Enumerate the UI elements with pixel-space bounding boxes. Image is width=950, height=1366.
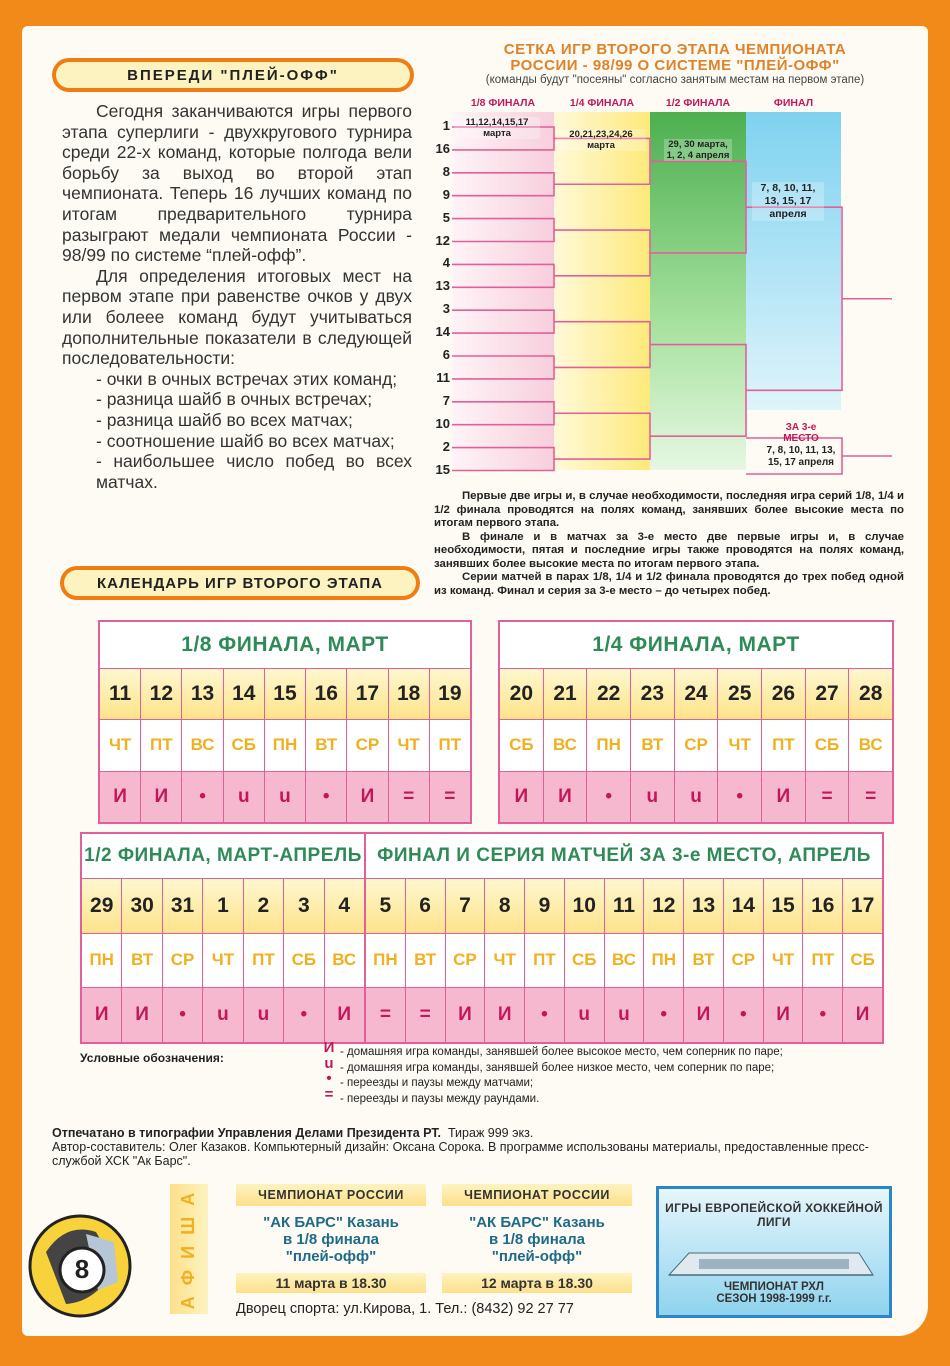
bracket-r16-pair: [452, 264, 554, 287]
calendar-weekday: ЧТ: [763, 933, 803, 988]
calendar-symbol: u: [564, 987, 604, 1042]
calendar-symbol: И: [121, 987, 161, 1042]
calendar-symbol: u: [604, 987, 644, 1042]
calendar-day: 24: [674, 668, 718, 719]
calendar-weekday: ПТ: [524, 933, 564, 988]
promo-line: ЧЕМПИОНАТ РХЛ: [723, 1281, 825, 1293]
criteria-item: - очки в очных встречах этих команд;: [96, 368, 398, 389]
seed-number: 6: [442, 347, 450, 362]
bracket-qf-pair: [554, 413, 650, 459]
dates-r16: 11,12,14,15,17 марта: [454, 117, 540, 139]
legend-symbols: [322, 1040, 336, 1102]
calendar-day: 6: [405, 878, 445, 933]
credit-print-run: Тираж 999 экз.: [447, 1126, 534, 1140]
seed-number: 13: [435, 278, 450, 294]
section-header-text: ВПЕРЕДИ "ПЛЕЙ-ОФФ": [56, 62, 410, 88]
calendar-symbol: •: [802, 987, 842, 1042]
calendar-row: [366, 878, 882, 933]
criteria-item: - разница шайб в очных встречах;: [96, 389, 373, 410]
calendar-day: 5: [366, 878, 405, 933]
calendar-day: 4: [324, 878, 364, 933]
calendar-weekday: ПТ: [140, 719, 181, 770]
calendar-day: 17: [346, 668, 387, 719]
calendar-weekday: СБ: [223, 719, 264, 770]
calendar-row: [500, 719, 892, 770]
bracket-r16-pair: [452, 219, 554, 242]
calendar-weekday: ПТ: [761, 719, 805, 770]
afisha-line: в 1/8 финала: [488, 1231, 586, 1248]
promo-line: СЕЗОН 1998-1999 г.г.: [716, 1293, 832, 1305]
calendar-day: 10: [564, 878, 604, 933]
calendar-weekday: ЧТ: [484, 933, 524, 988]
afisha-card-body: [236, 1214, 426, 1265]
calendar-symbol: •: [283, 987, 323, 1042]
afisha-card-header: ЧЕМПИОНАТ РОССИИ: [236, 1184, 426, 1206]
seed-number: 4: [442, 255, 450, 271]
calendar-header: [60, 566, 420, 600]
afisha-card-header: ЧЕМПИОНАТ РОССИИ: [442, 1184, 632, 1206]
afisha-card-date: 12 марта в 18.30: [442, 1273, 632, 1293]
bracket-qf-pair: [554, 230, 650, 276]
afisha-line: "плей-офф": [285, 1248, 377, 1265]
seed-number: 2: [442, 438, 450, 454]
credits: [52, 1126, 912, 1169]
calendar-day: 26: [761, 668, 805, 719]
bracket-title-line: СЕТКА ИГР ВТОРОГО ЭТАПА ЧЕМПИОНАТА: [503, 41, 847, 58]
seed-number: 3: [442, 301, 450, 317]
bracket-notes: [434, 490, 904, 598]
arena-illustration: [659, 1235, 883, 1281]
calendar-day: 1: [202, 878, 242, 933]
calendar-weekday: ВТ: [405, 933, 445, 988]
calendar-symbol: =: [405, 987, 445, 1042]
criteria-item: - разница шайб во всех матчах;: [96, 409, 353, 430]
calendar-weekday: ПН: [366, 933, 405, 988]
afisha-logo: [26, 1212, 134, 1320]
seed-number: 14: [435, 324, 450, 340]
calendar-symbol: И: [82, 987, 121, 1042]
calendar-weekday: ПТ: [243, 933, 283, 988]
calendar-weekday: ВТ: [305, 719, 346, 770]
seed-number: 9: [442, 186, 450, 202]
calendar-day: 23: [630, 668, 674, 719]
calendar-symbol: =: [388, 771, 429, 822]
calendar-symbol: И: [761, 771, 805, 822]
calendar-symbol: •: [305, 771, 346, 822]
calendar-2: [498, 620, 894, 824]
calendar-day: 14: [223, 668, 264, 719]
calendar-day: 18: [388, 668, 429, 719]
venue-info: Дворец спорта: ул.Кирова, 1. Тел.: (8432) 92 27 77: [236, 1301, 574, 1317]
legend-items: [340, 1045, 783, 1107]
calendar-row: [100, 668, 470, 719]
calendar-day: 28: [848, 668, 892, 719]
calendar-symbol: u: [674, 771, 718, 822]
calendar-symbol: u: [202, 987, 242, 1042]
afisha-line: "АК БАРС" Казань: [469, 1214, 605, 1231]
calendar-day: 31: [162, 878, 202, 933]
seed-number: 10: [435, 415, 450, 431]
calendar-symbol: u: [630, 771, 674, 822]
calendar-symbol: И: [842, 987, 882, 1042]
calendar-row: [366, 987, 882, 1042]
calendar-symbol: •: [524, 987, 564, 1042]
calendar-weekday: СБ: [842, 933, 882, 988]
seed-number: 16: [435, 140, 450, 156]
calendar-weekday: ЧТ: [100, 719, 140, 770]
calendar-symbol: =: [805, 771, 849, 822]
calendar-day: 13: [683, 878, 723, 933]
calendar-weekday: СБ: [805, 719, 849, 770]
calendar-day: 3: [283, 878, 323, 933]
legend-symbol: u: [324, 1054, 334, 1072]
calendar-symbol: =: [848, 771, 892, 822]
calendar-symbol: И: [100, 771, 140, 822]
calendar-title: ФИНАЛ И СЕРИЯ МАТЧЕЙ ЗА 3-е МЕСТО, АПРЕЛЬ: [377, 845, 871, 866]
criteria-item: - наибольшее число побед во всех матчах.: [96, 451, 412, 492]
promo-title: ИГРЫ ЕВРОПЕЙСКОЙ ХОККЕЙНОЙ ЛИГИ: [665, 1201, 883, 1229]
calendar-day: 27: [805, 668, 849, 719]
calendar-symbol: •: [643, 987, 683, 1042]
bracket-r16-pair: [452, 173, 554, 196]
round-header: 1/4 ФИНАЛА: [569, 97, 635, 109]
note-paragraph: В финале и в матчах за 3-е место две первые игры и, в случае необходимости, пятая и последние игры также проводятся на полях команд, занявших более высокие места по итогам первого этапа.: [434, 530, 904, 570]
calendar-day: 19: [429, 668, 470, 719]
calendar-weekday: ПН: [643, 933, 683, 988]
seed-number: 7: [442, 392, 450, 408]
calendar-weekday: ВС: [543, 719, 587, 770]
calendar-day: 9: [524, 878, 564, 933]
calendar-symbol: =: [429, 771, 470, 822]
calendar-weekday: ПТ: [802, 933, 842, 988]
calendar-weekday: ВТ: [630, 719, 674, 770]
afisha-side-label: [170, 1184, 208, 1314]
calendar-day: 21: [543, 668, 587, 719]
seed-number: 12: [435, 232, 450, 248]
calendar-title: 1/8 ФИНАЛА, МАРТ: [181, 633, 389, 656]
calendar-weekday: СБ: [500, 719, 543, 770]
bracket-r16-pair: [452, 310, 554, 333]
calendar-day: 20: [500, 668, 543, 719]
calendar-weekday: ПТ: [429, 719, 470, 770]
calendar-weekday: ВТ: [683, 933, 723, 988]
calendar-symbol: •: [717, 771, 761, 822]
calendar-row: [82, 878, 364, 933]
calendar-row: [500, 668, 892, 719]
calendar-day: 16: [802, 878, 842, 933]
calendar-symbol: И: [500, 771, 543, 822]
calendar-weekday: СР: [445, 933, 485, 988]
bracket-lines: [22, 26, 928, 486]
legend-item: - переезды и паузы между раундами.: [340, 1092, 540, 1105]
calendar-day: 14: [723, 878, 763, 933]
calendar-symbol: •: [586, 771, 630, 822]
note-paragraph: Первые две игры и, в случае необходимости, последняя игра серий 1/8, 1/4 и 1/2 финала проводятся на полях команд, занявших более высокие места по итогам первого этапа.: [434, 490, 904, 529]
legend-item: - переезды и паузы между матчами;: [340, 1077, 534, 1089]
dates-qf: 20,21,23,24,26 марта: [556, 129, 646, 151]
legend-item: - домашняя игра команды, занявшей более низкое место, чем соперник по паре;: [340, 1061, 775, 1074]
bracket-subtitle: (команды будут "посеяны" согласно занятым местам на первом этапе): [485, 74, 865, 86]
calendar-1: [98, 620, 472, 824]
seed-number: 15: [435, 461, 450, 477]
calendar-day: 12: [643, 878, 683, 933]
calendar-day: 8: [484, 878, 524, 933]
calendar-weekday: ПН: [264, 719, 305, 770]
bracket-sf-pair: [650, 161, 746, 253]
calendar-row: [100, 771, 470, 822]
afisha-side-text: А Ф И Ш А: [178, 1189, 199, 1309]
bracket-r16-pair: [452, 402, 554, 425]
bracket-qf-pair: [554, 322, 650, 368]
afisha-card: [236, 1184, 426, 1293]
legend-symbol: И: [323, 1039, 335, 1056]
calendar-weekday: ВТ: [121, 933, 161, 988]
calendar-day: 22: [586, 668, 630, 719]
calendar-weekday: ВС: [848, 719, 892, 770]
calendar-weekday: ВС: [604, 933, 644, 988]
legend-symbol: =: [324, 1085, 334, 1103]
calendar-day: 7: [445, 878, 485, 933]
calendar-row: [100, 719, 470, 770]
calendar-row: [82, 987, 364, 1042]
calendar-weekday: ВС: [324, 933, 364, 988]
magazine-page: [22, 26, 928, 1336]
dates-sf: 29, 30 марта, 1, 2, 4 апреля: [664, 139, 732, 161]
criteria-item: - соотношение шайб во всех матчах;: [96, 430, 395, 451]
round-header: 1/8 ФИНАЛА: [470, 97, 536, 109]
calendar-weekday: СР: [162, 933, 202, 988]
bracket-r16-pair: [452, 448, 554, 471]
afisha-card: [442, 1184, 632, 1293]
legend-symbol: •: [326, 1070, 332, 1087]
bracket-r16-pair: [452, 356, 554, 379]
credit-printed: Отпечатано в типографии Управления Делами Президента РТ.: [52, 1126, 442, 1140]
calendar-day: 15: [264, 668, 305, 719]
calendar-day: 30: [121, 878, 161, 933]
calendar-weekday: ЧТ: [388, 719, 429, 770]
calendar-day: 25: [717, 668, 761, 719]
note-paragraph: Серии матчей в парах 1/8, 1/4 и 1/2 финала проводятся до трех побед одной из команд. Финал и серия за 3-е место – до четырех побед.: [434, 571, 904, 597]
calendar-3: [80, 832, 366, 1044]
calendar-title: 1/2 ФИНАЛА, МАРТ-АПРЕЛЬ: [84, 845, 362, 866]
calendar-weekday: СР: [346, 719, 387, 770]
bracket-sf-pair: [650, 345, 746, 437]
page-number: 8: [74, 1254, 90, 1284]
legend-title: Условные обозначения:: [80, 1051, 224, 1065]
calendar-day: 13: [181, 668, 222, 719]
seed-number: 8: [442, 163, 450, 179]
calendar-day: 11: [604, 878, 644, 933]
bracket-final-pair: [746, 207, 842, 390]
calendar-day: 12: [140, 668, 181, 719]
calendar-weekday: ЧТ: [717, 719, 761, 770]
calendar-weekday: СБ: [564, 933, 604, 988]
afisha-card-body: [442, 1214, 632, 1265]
calendar-weekday: ПН: [586, 719, 630, 770]
calendar-day: 17: [842, 878, 882, 933]
calendar-symbol: И: [324, 987, 364, 1042]
calendar-row: [82, 933, 364, 988]
calendar-symbol: И: [543, 771, 587, 822]
calendar-symbol: u: [264, 771, 305, 822]
bracket-title-line: РОССИИ - 98/99 О СИСТЕМЕ "ПЛЕЙ-ОФФ": [510, 57, 840, 74]
intro-paragraph: Для определения итоговых мест на первом этапе при равенстве очков у двух или болеее команд будут учитываться дополнительные показатели в следующей последовательности:: [62, 265, 412, 369]
calendar-symbol: И: [484, 987, 524, 1042]
calendar-weekday: СБ: [283, 933, 323, 988]
calendar-day: 11: [100, 668, 140, 719]
calendar-day: 2: [243, 878, 283, 933]
calendar-day: 16: [305, 668, 346, 719]
seed-number: 11: [436, 369, 450, 385]
calendar-day: 29: [82, 878, 121, 933]
ehl-promo: [656, 1186, 892, 1318]
calendar-4: [364, 832, 884, 1044]
calendar-symbol: И: [140, 771, 181, 822]
calendar-weekday: СР: [723, 933, 763, 988]
calendar-row: [366, 933, 882, 988]
afisha-line: "АК БАРС" Казань: [263, 1214, 399, 1231]
calendar-weekday: ПН: [82, 933, 121, 988]
afisha-line: "плей-офф": [491, 1248, 583, 1265]
calendar-symbol: u: [243, 987, 283, 1042]
seed-number: 5: [442, 209, 450, 225]
calendar-weekday: СР: [674, 719, 718, 770]
legend-item: - домашняя игра команды, занявшей более высокое место, чем соперник по паре;: [340, 1046, 783, 1058]
calendar-weekday: ЧТ: [202, 933, 242, 988]
third-place-label: ЗА 3-е МЕСТО: [783, 422, 819, 444]
calendar-symbol: И: [763, 987, 803, 1042]
calendar-title: 1/4 ФИНАЛА, МАРТ: [592, 633, 800, 656]
calendar-symbol: И: [445, 987, 485, 1042]
calendar-symbol: u: [223, 771, 264, 822]
afisha-line: в 1/8 финала: [282, 1231, 380, 1248]
calendar-header-text: КАЛЕНДАРЬ ИГР ВТОРОГО ЭТАПА: [64, 570, 416, 596]
calendar-day: 15: [763, 878, 803, 933]
calendar-symbol: И: [346, 771, 387, 822]
afisha-card-date: 11 марта в 18.30: [236, 1273, 426, 1293]
calendar-symbol: =: [366, 987, 405, 1042]
dates-final: 7, 8, 10, 11, 13, 15, 17 апреля: [752, 182, 824, 221]
round-header: 1/2 ФИНАЛА: [665, 97, 731, 109]
intro-paragraph: Сегодня заканчиваются игры первого этапа суперлиги - двухкругового турнира среди 22-х команд, которые полгода вели борьбу за выход во второй этап чемпионата. Теперь 16 лучших команд по итогам предварительного турнира разыграют медали чемпионата России - 98/99 по системе “плей-офф”.: [62, 101, 412, 266]
calendar-symbol: •: [723, 987, 763, 1042]
calendar-symbol: И: [683, 987, 723, 1042]
calendar-symbol: •: [162, 987, 202, 1042]
dates-third: 7, 8, 10, 11, 13, 15, 17 апреля: [766, 445, 836, 468]
round-header: ФИНАЛ: [773, 97, 814, 109]
calendar-weekday: ВС: [181, 719, 222, 770]
credit-author: Автор-составитель: Олег Казаков. Компьютерный дизайн: Оксана Сорока. В программе использованы материалы, предоставленные пресс-службой ХСК "Ак Барс".: [52, 1140, 869, 1169]
calendar-symbol: •: [181, 771, 222, 822]
seed-number: 1: [442, 118, 450, 133]
calendar-row: [500, 771, 892, 822]
